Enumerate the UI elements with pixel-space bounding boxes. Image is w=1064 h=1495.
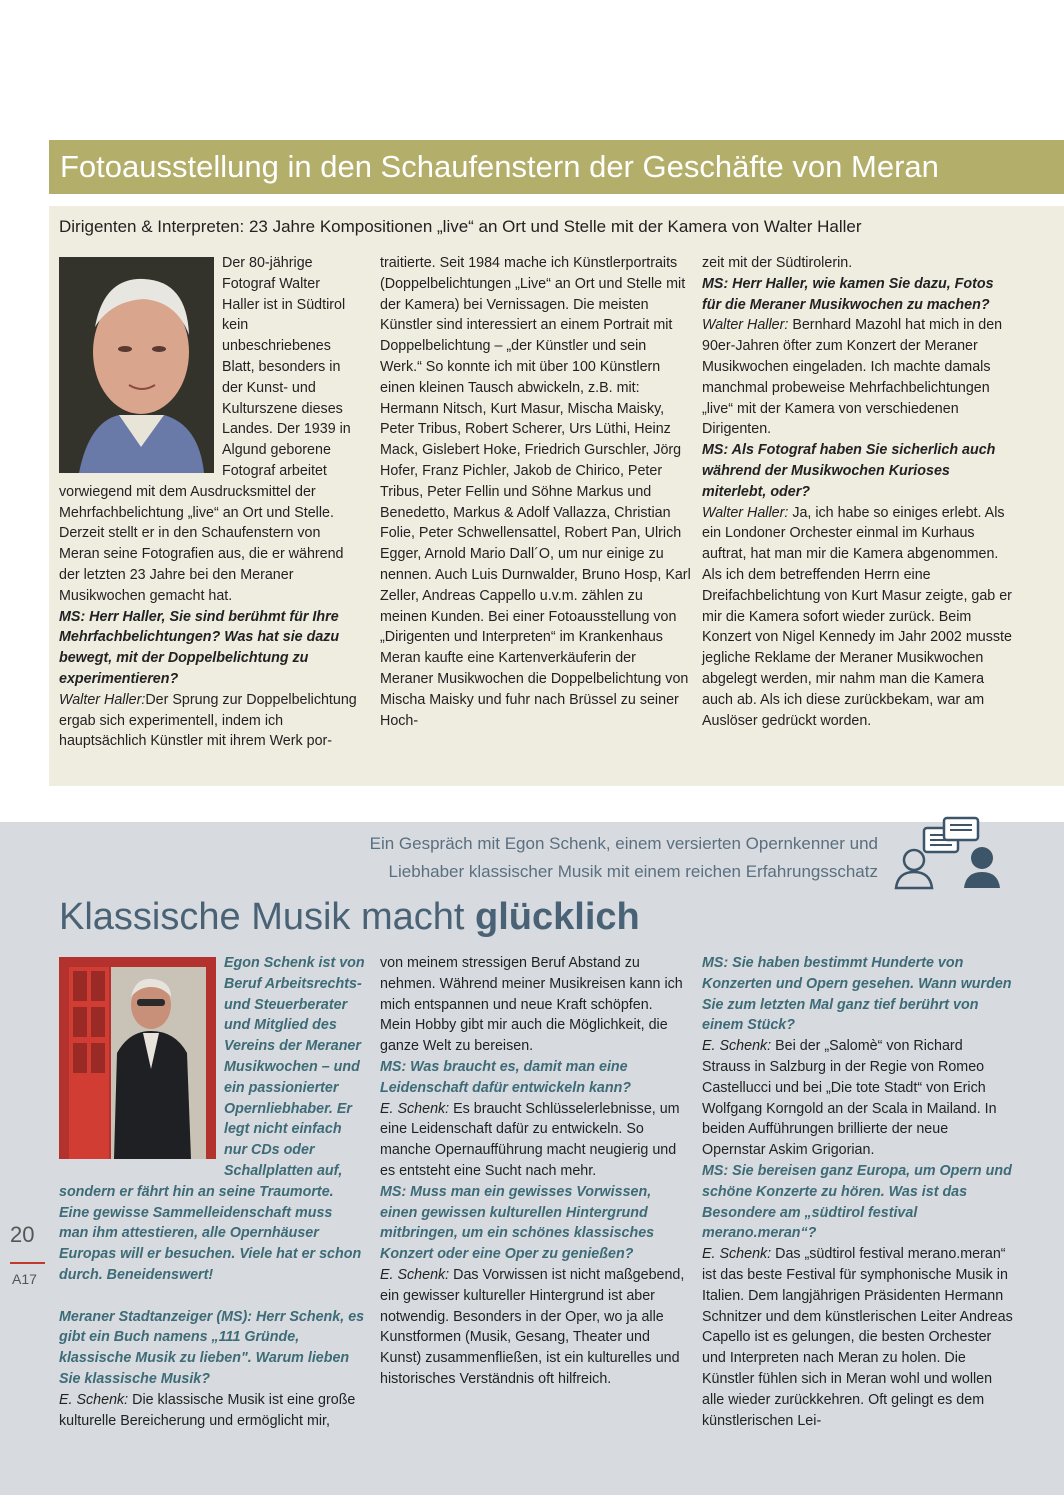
speaker-label: Walter Haller: <box>702 317 789 334</box>
article2-question-1: Meraner Stadtanzeiger (MS): Herr Schenk, es gibt ein Buch namens „111 Gründe, klassische Musik zu lieben". Warum lieben Sie klassische Musik? <box>59 1308 365 1387</box>
article2-column-1 <box>59 953 365 1431</box>
article2-answer-5: Das „südtirol festival merano.meran“ ist das beste Festival für symphonische Musik in Italien. Dem langjährigen Präsidenten Hermann Schnitzer und dem künstlerischen Leiter Andreas Capello ist es gelungen, die besten Orchester und Interpreten nach Meran zu holen. Die Künstler fühlen sich in Meran wohl und wollen alle wieder zurückkehren. Oft gelingt es dem künstlerischen Lei- <box>702 1246 1013 1429</box>
speaker-label: E. Schenk: <box>702 1246 772 1263</box>
speaker-label: Walter Haller: <box>702 504 789 521</box>
article2-question-4: MS: Sie haben bestimmt Hunderte von Konzerten und Opern gesehen. Wann wurden Sie zum letzten Mal ganz tief berührt von einem Stück? <box>702 955 1012 1034</box>
speaker-label: E. Schenk: <box>59 1391 129 1408</box>
article2-lead: Egon Schenk ist von Beruf Arbeitsrechts- und Steuerberater und Mitglied des Vereins der Meraner Musikwochen – und ein passionierter Opernliebhaber. Er legt nicht einfach nur CDs oder Schallplatten auf, sondern er fährt hin an seine Traumorte. Eine gewisse Sammelleidenschaft muss man ihm attestieren, alle Opernhäuser Europas will er besuchen. Viele hat er schon durch. Beneidenswert! <box>59 955 365 1283</box>
speaker-label: Walter Haller: <box>59 691 146 708</box>
article1-banner <box>49 140 1064 194</box>
article2-question-2: MS: Was braucht es, damit man eine Leidenschaft dafür entwickeln kann? <box>380 1058 632 1096</box>
article1-column-2 <box>380 253 692 731</box>
article2-answer-2: Es braucht Schlüsselerlebnisse, um eine Leidenschaft dafür zu entwickeln. So manche Opernaufführung macht neugierig und es entsteht eine Sucht nach mehr. <box>380 1100 680 1179</box>
article2-intro <box>370 830 878 886</box>
article1-answer-1-end: zeit mit der Südtirolerin. <box>702 255 853 271</box>
article1-subtitle: Dirigenten & Interpreten: 23 Jahre Kompositionen „live“ an Ort und Stelle mit der Kamera von Walter Haller <box>59 217 862 236</box>
article1-title: Fotoausstellung in den Schaufenstern der Geschäfte von Meran <box>60 149 939 184</box>
egon-schenk-photo-image <box>59 957 216 1159</box>
article1-answer-1-start: Der Sprung zur Doppelbelichtung ergab sich experimentell, indem ich hauptsächlich Künstler mit ihrem Werk por- <box>59 691 357 750</box>
issue-label: A17 <box>12 1271 37 1287</box>
article2-answer-4: Bei der „Salomè“ von Richard Strauss in Salzburg in der Regie von Romeo Castellucci und bei „Die tote Stadt“ von Erich Wolfgang Korngold an der Scala in Mailand. In beiden Aufführungen brillierte der neue Opernstar Askim Grigorian. <box>702 1038 997 1159</box>
paragraph-spacer <box>59 1286 365 1307</box>
conversation-icon <box>894 816 1004 890</box>
article1-answer-3: Ja, ich habe so einiges erlebt. Als ein Londoner Orchester einmal im Kurhaus auftrat, hat man mir die Kamera abgenommen. Als ich dem betreffenden Herrn eine Dreifachbelichtung von Kurt Masur zeigte, gab er mir die Kamera sofort wieder zurück. Beim Konzert von Nigel Kennedy im Jahr 2002 musste jegliche Reklame der Meraner Musikwochen abgelegt werden, mir nahm man die Kamera auch ab. Als ich diese zurückbekam, war am Auslöser gedrückt worden. <box>702 504 1012 729</box>
article2-title-regular: Klassische Musik macht <box>59 896 476 938</box>
article2-title <box>59 896 640 939</box>
speaker-label: E. Schenk: <box>380 1266 450 1283</box>
article2-answer-1-start: Die klassische Musik ist eine große kulturelle Bereicherung und ermöglicht mir, <box>59 1391 356 1429</box>
walter-haller-portrait-image <box>59 257 214 473</box>
article2-title-bold: glücklich <box>475 896 640 938</box>
article1-column-3 <box>702 253 1014 731</box>
article1-answer-1-continued: traitierte. Seit 1984 mache ich Künstlerportraits (Doppelbelichtungen „Live“ an Ort und Stelle mit der Kamera) bei Vernissagen. Die meisten Künstler sind interessiert an einem Portrait mit Doppelbelichtung – „der Künstler und sein Werk.“ So konnte ich mit über 100 Künstlern einen kleinen Tausch abwickeln, z.B. mit: Hermann Nitsch, Kurt Masur, Mischa Maisky, Peter Tribus, Robert Scherer, Urs Lüthi, Heinz Mack, Gislebert Hoke, Friedrich Gurschler, Jörg Hofer, Franz Pichler, Jakob de Chirico, Peter Tribus, Peter Fellin und Söhne Markus und Benedetto, Markus & Adolf Vallazza, Christian Folie, Peter Schwellensattel, Robert Pan, Ulrich Egger, Arnold Mario Dall´O, um nur einige zu nennen. Auch Luis Durnwalder, Bruno Hosp, Karl Zeller, Andreas Cappello u.v.m. zählen zu meinen Kunden. Bei einer Fotoausstellung von „Dirigenten und Interpreten“ im Krankenhaus Meran kaufte eine Kartenverkäuferin der Meraner Musikwochen die Doppelbelichtung von Mischa Maisky und fuhr nach Brüssel zu seiner Hoch- <box>380 255 691 729</box>
article2-answer-1-continued: von meinem stressigen Beruf Abstand zu nehmen. Während meiner Musikreisen kann ich mich entspannen und neue Kraft schöpfen. Mein Hobby gibt mir auch die Möglichkeit, die ganze Welt zu bereisen. <box>380 955 683 1055</box>
article2-column-2 <box>380 953 685 1390</box>
article1-intro-paragraph: Der 80-jährige Fotograf Walter Haller ist in Südtirol kein unbeschriebenes Blatt, besonders in der Kunst- und Kulturszene dieses Landes. Der 1939 in Algund geborene Fotograf arbeitet vorwiegend mit dem Ausdrucksmittel der Mehrfachbelichtung „live“ an Ort und Stelle. Derzeit stellt er in den Schaufenstern von Meran seine Fotografien aus, die er während der letzten 23 Jahre bei den Meraner Musikwochen gemacht hat. <box>59 255 351 604</box>
article1-question-3: MS: Als Fotograf haben Sie sicherlich auch während der Musikwochen Kurioses miterlebt, oder? <box>702 442 996 500</box>
article2-question-5: MS: Sie bereisen ganz Europa, um Opern und schöne Konzerte zu hören. Was ist das Besondere am „südtirol festival merano.meran“? <box>702 1162 1012 1242</box>
article1-question-1: MS: Herr Haller, Sie sind berühmt für Ihre Mehrfachbelichtungen? Was hat sie dazu bewegt, mit der Doppelbelichtung zu experimentieren? <box>59 608 340 687</box>
article1-column-1 <box>59 253 359 752</box>
article2-intro-line-2: Liebhaber klassischer Musik mit einem reichen Erfahrungsschatz <box>388 862 878 881</box>
article1-answer-2: Bernhard Mazohl hat mich in den 90er-Jahren öfter zum Konzert der Meraner Musikwochen eingeladen. Ich machte damals manchmal probeweise Mehrfachbelichtungen „live“ mit der Kamera von verschiedenen Dirigenten. <box>702 317 1003 438</box>
page-number-underline <box>10 1262 45 1264</box>
page-number: 20 <box>10 1222 35 1247</box>
article2-column-3 <box>702 953 1014 1431</box>
speaker-label: E. Schenk: <box>380 1100 450 1117</box>
article1-question-2: MS: Herr Haller, wie kamen Sie dazu, Fotos für die Meraner Musikwochen zu machen? <box>702 275 994 313</box>
article2-question-3: MS: Muss man ein gewisses Vorwissen, einen gewissen kulturellen Hintergrund mitbringen, um ein schönes klassisches Konzert oder eine Oper zu genießen? <box>380 1183 655 1263</box>
speaker-label: E. Schenk: <box>702 1038 772 1055</box>
article2-answer-3: Das Vorwissen ist nicht maßgebend, ein gewisser kultureller Hintergrund ist aber notwendig. Besonders in der Oper, wo ja alle Kunstformen (Musik, Gesang, Theater und Kunst) zusammenfließen, ist ein kulturelles und historisches Verständnis oft hilfreich. <box>380 1266 685 1387</box>
article2-intro-line-1: Ein Gespräch mit Egon Schenk, einem versierten Opernkenner und <box>369 834 878 853</box>
